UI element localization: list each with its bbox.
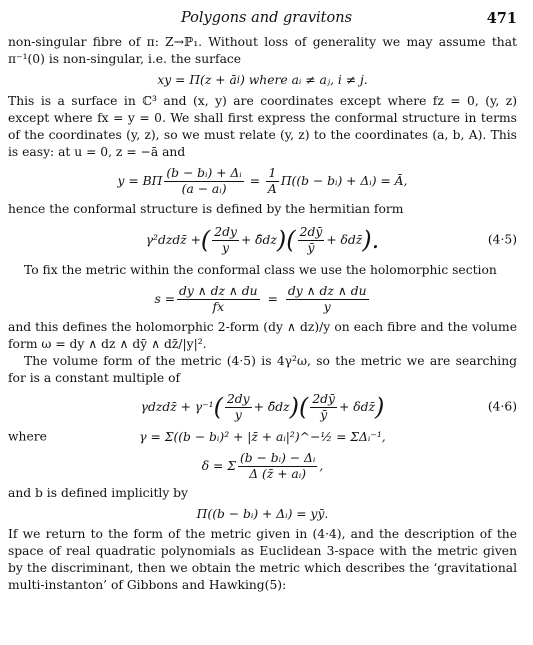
- eq2-f2-den: A: [267, 181, 277, 196]
- eq3-fraction-1: [212, 225, 239, 256]
- equation-delta: [8, 447, 517, 485]
- eq7-den: Δ (z̄ + aᵢ): [249, 466, 307, 481]
- eq4-f2-num: dy ∧ dz ∧ du: [287, 283, 367, 298]
- eq3-f2-num: 2dȳ: [299, 224, 323, 239]
- eq3-f1-den: y: [222, 240, 230, 255]
- eq7-fraction: [238, 451, 317, 482]
- eq2-a: y = BΠ: [117, 173, 163, 188]
- eq4-a: s =: [154, 291, 175, 306]
- eq2-equals: =: [245, 173, 264, 188]
- running-title: Polygons and gravitons: [180, 10, 353, 26]
- eq8-body: Π((b − bᵢ) + Δᵢ) = yȳ.: [196, 506, 329, 521]
- eq1-lhs: xy = Π(z + ā: [157, 73, 237, 87]
- eq4-fraction-1: [177, 284, 260, 315]
- eq1-sub: i: [236, 74, 241, 86]
- eq5-m1: + δ̄dz: [253, 399, 290, 414]
- eq5-f1-num: 2dy: [226, 391, 250, 406]
- paragraph-7: and b is defined implicitly by: [8, 486, 188, 500]
- page-header: [0, 10, 533, 30]
- eq4-fraction-2: [286, 284, 369, 315]
- eq6-lead: where: [8, 429, 47, 444]
- equation-b: [8, 502, 517, 526]
- eq5-rparen-2: ): [374, 393, 385, 421]
- equation-number-4-6: (4·6): [487, 399, 517, 414]
- eq3-fraction-2: [298, 225, 325, 256]
- paragraph-5: and this defines the holomorphic 2-form (dy ∧ dz)/y on each fibre and the volume form ω = dy ∧ dz ∧ dȳ ∧ dz̄/|y|².: [8, 320, 517, 351]
- equation-surface: [8, 68, 517, 93]
- eq3-rparen: ): [276, 226, 287, 254]
- eq4-f1-den: fx: [212, 299, 225, 314]
- eq3-m2: + δdz̄: [326, 232, 363, 247]
- equation-y: [8, 161, 517, 201]
- eq5-a: γdzdz̄ + γ⁻¹: [140, 399, 214, 414]
- eq2-fraction-1: [164, 166, 243, 197]
- paragraph-1: non-singular fibre of π: Z→ℙ₁. Without loss of generality we may assume that π⁻¹(0) is non-singular, i.e. the surface: [8, 35, 517, 66]
- paragraph-6: The volume form of the metric (4·5) is 4γ²ω, so the metric we are searching for is a constant multiple of: [8, 354, 517, 385]
- eq4-f2-den: y: [323, 299, 331, 314]
- eq5-f1-den: y: [234, 407, 242, 422]
- eq7-a: δ = Σ: [201, 458, 236, 473]
- eq6-body: γ = Σ((b − bᵢ)² + |z̄ + aᵢ|²)^−½ = ΣΔᵢ⁻¹,: [139, 429, 386, 444]
- eq4-f1-num: dy ∧ dz ∧ du: [179, 283, 258, 298]
- eq7-b: ,: [319, 458, 324, 473]
- eq3-lparen-2: (: [286, 226, 296, 254]
- paragraph-8: If we return to the form of the metric given in (4·4), and the description of the space of real quadratic polynomials as Euclidean 3-space with the metric given by the discriminant, then we obtain the metric which describes the ‘gravitational multi-instanton’ of Gibbons and Hawking(5):: [8, 527, 517, 592]
- paragraph-2: This is a surface in ℂ³ and (x, y) are coordinates except where fz = 0, (y, z) except where fx = y = 0. We shall first express the conformal structure in terms of the coordinates (y, z), so we must relate (y, z) to the coordinates (a, b, A). This is easy: at u = 0, z = −ā and: [8, 94, 517, 159]
- eq2-fraction-2: [266, 166, 279, 197]
- equation-4-6: [8, 387, 517, 427]
- eq1-rhs: ) where aᵢ ≠ aⱼ, i ≠ j.: [240, 73, 368, 87]
- eq2-f1-den: (a − aᵢ): [181, 181, 227, 196]
- eq3-m1: + δ̄dz: [240, 232, 277, 247]
- eq5-f2-den: ȳ: [320, 407, 328, 422]
- eq7-num: (b − bᵢ) − Δᵢ: [239, 450, 316, 465]
- eq3-lparen: (: [200, 226, 211, 254]
- eq5-lparen: (: [213, 393, 223, 421]
- eq5-m2: + δdz̄: [339, 399, 375, 414]
- paragraph-3: hence the conformal structure is defined by the hermitian form: [8, 202, 404, 216]
- article-body: [8, 34, 517, 594]
- eq3-rparen-2: ).: [362, 226, 380, 254]
- eq5-f2-num: 2dȳ: [312, 391, 335, 406]
- paragraph-4: To fix the metric within the conformal class we use the holomorphic section: [24, 263, 497, 277]
- eq4-equals: =: [267, 291, 278, 306]
- eq3-f2-den: ȳ: [307, 240, 315, 255]
- eq2-f1-num: (b − bᵢ) + Δᵢ: [166, 165, 242, 180]
- eq3-a: γ²dzdz̄ +: [145, 232, 201, 247]
- equation-4-5: [8, 218, 517, 262]
- eq5-fraction-1: [225, 392, 252, 423]
- equation-section: [8, 279, 517, 319]
- equation-gamma: [8, 427, 517, 447]
- eq5-rparen: ): [289, 393, 299, 421]
- page-number: 471: [486, 10, 517, 27]
- eq5-fraction-2: [310, 392, 337, 423]
- eq2-f2-num: 1: [266, 166, 279, 182]
- eq2-b: Π((b − bᵢ) + Δᵢ) = Ā,: [280, 173, 408, 188]
- eq3-f1-num: 2dy: [214, 224, 237, 239]
- equation-number-4-5: (4·5): [487, 232, 517, 247]
- eq5-lparen-2: (: [298, 393, 309, 421]
